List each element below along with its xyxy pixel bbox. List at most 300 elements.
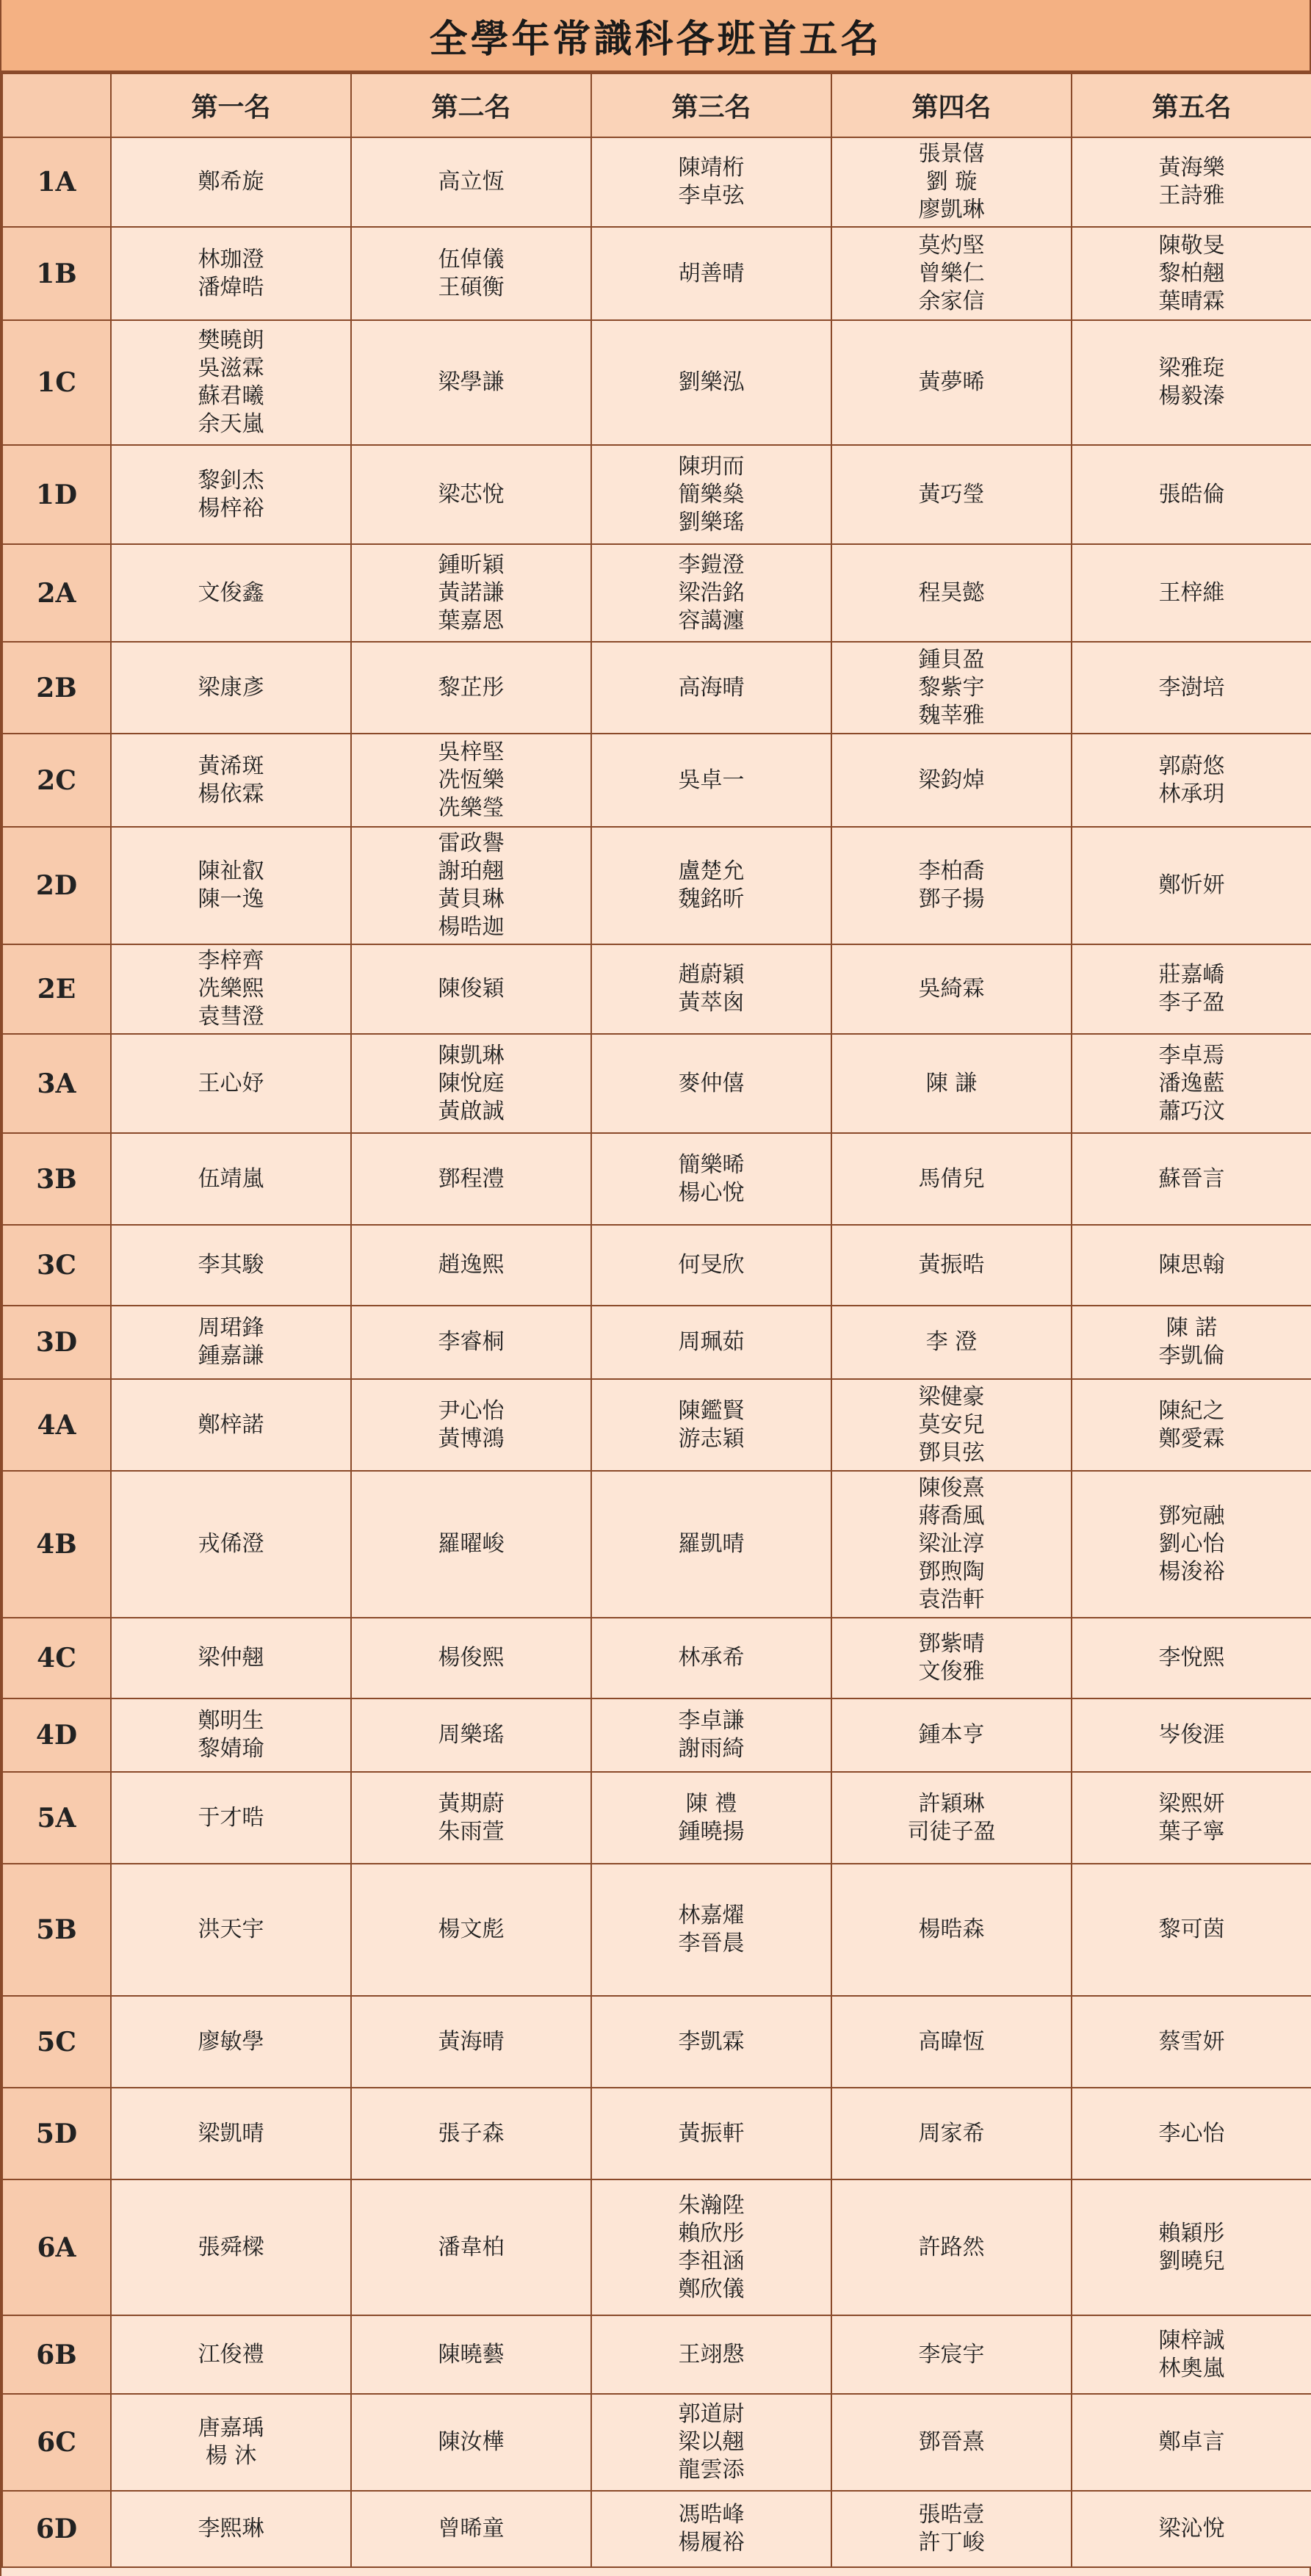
class-label: 3A [2,1034,111,1133]
student-name: 陳凱琳 [438,1042,505,1068]
rank-5-cell [1072,1698,1311,1772]
rank-1-cell [111,1471,351,1618]
student-name: 黎柏翹 [1158,260,1225,286]
table-row [2,137,1311,227]
student-name: 李宸宇 [918,2341,985,2367]
student-name: 洪天宇 [198,1917,264,1942]
rank-5-cell [1072,1225,1311,1306]
table-row [2,1772,1311,1864]
student-name: 黃夢晞 [918,369,985,395]
rank-5-cell [1072,2088,1311,2179]
student-name: 盧楚允 [678,858,745,884]
class-label: 1C [2,320,111,445]
student-name: 陳祉叡 [198,858,264,884]
rank-3-cell [591,1306,831,1379]
student-name: 梁學謙 [438,369,505,395]
student-name: 伍倬儀 [438,246,505,272]
student-name: 李卓弦 [678,183,745,209]
student-name: 鍾昕穎 [438,551,505,578]
student-name: 賴穎彤 [1158,2220,1225,2246]
student-name: 魏銘昕 [678,886,745,912]
student-name: 劉樂瑤 [678,509,745,535]
rank-4-cell [831,827,1072,944]
table-row [2,1996,1311,2088]
class-label: 6D [2,2491,111,2567]
rank-4-cell [831,1225,1072,1306]
student-name: 鄧宛融 [1158,1503,1225,1529]
rank-2-cell [351,1864,591,1996]
student-name: 楊履裕 [678,2530,745,2555]
rank-4-cell [831,944,1072,1034]
student-name: 陳靖桁 [678,155,745,181]
student-name: 劉心怡 [1158,1531,1225,1557]
student-name: 唐嘉瑀 [198,2415,264,2441]
student-name: 李悅熙 [1158,1645,1225,1671]
student-name: 江俊禮 [198,2341,264,2367]
student-name: 陳玥而 [678,453,745,480]
rank-2-cell [351,1034,591,1133]
student-name: 周家希 [918,2120,985,2146]
rank-3-cell [591,2179,831,2315]
header-rank-1: 第一名 [111,73,351,137]
student-name: 黃諾謙 [438,579,505,606]
student-name: 謝雨綺 [678,1736,745,1762]
student-name: 戎俙澄 [198,1531,264,1557]
table-row [2,2315,1311,2394]
class-label: 1D [2,445,111,544]
rank-1-cell [111,544,351,642]
student-name: 郭蔚悠 [1158,753,1225,779]
student-name: 趙蔚穎 [678,962,745,988]
student-name: 楊文彪 [438,1917,505,1942]
rank-4-cell [831,1698,1072,1772]
rank-5-cell [1072,2491,1311,2567]
student-name: 余家信 [918,288,985,314]
rank-1-cell [111,2491,351,2567]
rank-1-cell [111,734,351,827]
student-name: 楊心悅 [678,1179,745,1206]
student-name: 許路然 [918,2234,985,2260]
rank-2-cell [351,320,591,445]
student-name: 伍靖嵐 [198,1165,264,1192]
student-name: 鄧程澧 [438,1165,505,1192]
student-name: 林珈澄 [198,246,264,272]
student-name: 梁仲翹 [198,1645,264,1671]
student-name: 龍雲添 [678,2457,745,2483]
student-name: 吳卓一 [678,767,745,793]
rank-3-cell [591,1772,831,1864]
rank-3-cell [591,1225,831,1306]
header-rank-5: 第五名 [1072,73,1311,137]
rank-5-cell [1072,544,1311,642]
student-name: 梁沚淳 [918,1531,985,1557]
rank-5-cell [1072,2179,1311,2315]
student-name: 蕭巧汶 [1158,1098,1225,1124]
student-name: 黃巧瑩 [918,481,985,507]
rank-5-cell [1072,827,1311,944]
student-name: 林嘉燿 [678,1903,745,1928]
rank-1-cell [111,1864,351,1996]
table-row [2,2394,1311,2491]
student-name: 袁彗澄 [198,1004,264,1030]
student-name: 黃貝琳 [438,886,505,912]
student-name: 楊俊熙 [438,1645,505,1671]
student-name: 潘逸藍 [1158,1070,1225,1096]
student-name: 黎紫宇 [918,674,985,701]
rank-3-cell [591,1471,831,1618]
student-name: 張舜樑 [198,2234,264,2260]
student-name: 鄧貝弦 [918,1439,985,1466]
rank-5-cell [1072,1772,1311,1864]
student-name: 簡樂燊 [678,481,745,507]
student-name: 王碩衡 [438,274,505,300]
rank-5-cell [1072,1471,1311,1618]
table-row [2,827,1311,944]
rank-3-cell [591,544,831,642]
class-label: 2D [2,827,111,944]
student-name: 王翊慇 [678,2341,745,2367]
student-name: 馬倩兒 [918,1165,985,1192]
student-name: 王梓維 [1158,579,1225,606]
rank-1-cell [111,944,351,1034]
rank-3-cell [591,2315,831,2394]
student-name: 周樂瑤 [438,1722,505,1748]
student-name: 文俊雅 [918,1659,985,1685]
class-label: 3C [2,1225,111,1306]
rank-2-cell [351,544,591,642]
student-name: 黎釗杰 [198,467,264,493]
rank-4-cell [831,1618,1072,1698]
student-name: 鄧紫晴 [918,1631,985,1657]
student-name: 李凱霖 [678,2028,745,2055]
student-name: 李晉晨 [678,1931,745,1956]
header-corner [2,73,111,137]
sheet-title: 全學年常識科各班首五名 [1,0,1310,73]
rank-3-cell [591,2394,831,2491]
rank-4-cell [831,2179,1072,2315]
student-name: 王詩雅 [1158,183,1225,209]
rank-2-cell [351,1306,591,1379]
class-label: 2B [2,642,111,734]
rank-4-cell [831,137,1072,227]
rank-3-cell [591,1034,831,1133]
class-label: 5A [2,1772,111,1864]
rank-4-cell [831,1471,1072,1618]
student-name: 許丁峻 [918,2530,985,2555]
table-row [2,1618,1311,1698]
student-name: 劉樂泓 [678,369,745,395]
student-name: 王心妤 [198,1070,264,1096]
student-name: 黃振軒 [678,2120,745,2146]
student-name: 許穎琳 [918,1790,985,1817]
student-name: 莫灼堅 [918,232,985,258]
student-name: 梁芯悅 [438,481,505,507]
class-label: 2C [2,734,111,827]
rank-1-cell [111,1996,351,2088]
rank-2-cell [351,1471,591,1618]
student-name: 鍾曉揚 [678,1818,745,1845]
student-name: 鍾嘉謙 [198,1343,264,1369]
rank-4-cell [831,1306,1072,1379]
student-name: 朱瀚陞 [678,2192,745,2218]
rank-3-cell [591,1618,831,1698]
student-name: 陳俊穎 [438,976,505,1002]
rank-2-cell [351,1379,591,1471]
student-name: 黃萃囪 [678,990,745,1016]
student-name: 陳俊熹 [918,1475,985,1501]
student-name: 陳一逸 [198,886,264,912]
student-name: 李澍培 [1158,674,1225,701]
rank-3-cell [591,2088,831,2179]
rank-1-cell [111,1225,351,1306]
student-name: 莊嘉嶠 [1158,962,1225,988]
student-name: 陳 謙 [925,1070,978,1096]
rank-2-cell [351,734,591,827]
class-label: 4C [2,1618,111,1698]
student-name: 趙逸熙 [438,1252,505,1278]
student-name: 蔣喬風 [918,1503,985,1529]
student-name: 麥仲僖 [678,1070,745,1096]
student-name: 羅凱晴 [678,1531,745,1557]
student-name: 陳思翰 [1158,1252,1225,1278]
class-label: 3B [2,1133,111,1225]
student-name: 陳悅庭 [438,1070,505,1096]
student-name: 李子盈 [1158,990,1225,1016]
rank-2-cell [351,1698,591,1772]
student-name: 梁熙妍 [1158,1790,1225,1817]
student-name: 梁浩銘 [678,579,745,606]
rank-4-cell [831,734,1072,827]
rank-2-cell [351,2088,591,2179]
student-name: 曾晞童 [438,2516,505,2541]
table-row [2,445,1311,544]
rank-1-cell [111,445,351,544]
student-name: 蘇君曦 [198,383,264,409]
rank-5-cell [1072,1133,1311,1225]
table-row [2,734,1311,827]
student-name: 鄭明生 [198,1708,264,1734]
rank-1-cell [111,1772,351,1864]
class-label: 1B [2,227,111,320]
rank-3-cell [591,827,831,944]
table-row [2,2179,1311,2315]
class-label: 3D [2,1306,111,1379]
student-name: 梁凱晴 [198,2120,264,2146]
student-name: 黃浠斑 [198,753,264,779]
student-name: 樊曉朗 [198,328,264,353]
rank-3-cell [591,1133,831,1225]
rank-4-cell [831,320,1072,445]
student-name: 梁健豪 [918,1383,985,1410]
student-name: 魏莘雅 [918,702,985,728]
student-name: 鍾貝盈 [918,646,985,673]
student-name: 何旻欣 [678,1252,745,1278]
student-name: 廖敏學 [198,2028,264,2055]
student-name: 葉晴霖 [1158,288,1225,314]
class-label: 4D [2,1698,111,1772]
student-name: 李 澄 [925,1329,978,1355]
rank-1-cell [111,1379,351,1471]
table-row [2,2088,1311,2179]
student-name: 陳曉藝 [438,2341,505,2367]
student-name: 楊晧迦 [438,914,505,940]
student-name: 李梓齊 [198,948,264,974]
class-label: 1A [2,137,111,227]
student-name: 于才晧 [198,1804,264,1831]
rank-2-cell [351,2394,591,2491]
header-rank-4: 第四名 [831,73,1072,137]
student-name: 鄭希旋 [198,169,264,195]
rank-1-cell [111,2315,351,2394]
student-name: 林承希 [678,1645,745,1671]
rank-3-cell [591,734,831,827]
student-name: 高暐恆 [918,2028,985,2055]
student-name: 梁以翹 [678,2429,745,2455]
rank-2-cell [351,2491,591,2567]
rank-2-cell [351,642,591,734]
rank-5-cell [1072,445,1311,544]
student-name: 楊毅溱 [1158,383,1225,409]
student-name: 黃啟誠 [438,1098,505,1124]
class-label: 5D [2,2088,111,2179]
student-name: 李祖涵 [678,2248,745,2274]
table-row [2,1225,1311,1306]
student-name: 陳汝樺 [438,2429,505,2455]
rank-3-cell [591,445,831,544]
table-row [2,1698,1311,1772]
student-name: 李睿桐 [438,1329,505,1355]
rank-1-cell [111,2179,351,2315]
student-name: 羅曜峻 [438,1531,505,1557]
student-name: 莫安兒 [918,1411,985,1438]
rank-5-cell [1072,1864,1311,1996]
student-name: 黃振晧 [918,1252,985,1278]
student-name: 李心怡 [1158,2120,1225,2146]
student-name: 黎芷彤 [438,674,505,701]
student-name: 容譪瀍 [678,607,745,634]
student-name: 楊梓裕 [198,495,264,521]
rank-3-cell [591,320,831,445]
student-name: 朱雨萱 [438,1818,505,1845]
header-rank-3: 第三名 [591,73,831,137]
student-name: 鍾本亨 [918,1722,985,1748]
student-name: 蔡雪妍 [1158,2028,1225,2055]
student-name: 尹心怡 [438,1397,505,1424]
class-label: 5B [2,1864,111,1996]
class-label: 6B [2,2315,111,2394]
student-name: 蘇晉言 [1158,1165,1225,1192]
student-name: 劉曉兒 [1158,2248,1225,2274]
student-name: 張景僖 [918,141,985,167]
student-name: 司徒子盈 [907,1818,996,1845]
rank-5-cell [1072,227,1311,320]
rank-2-cell [351,137,591,227]
student-name: 楊 沐 [205,2443,257,2469]
student-name: 吳綺霖 [918,976,985,1002]
header-rank-2: 第二名 [351,73,591,137]
table-row [2,944,1311,1034]
rank-5-cell [1072,1618,1311,1698]
student-name: 林奧嵐 [1158,2355,1225,2381]
table-row [2,1864,1311,1996]
student-name: 葉子寧 [1158,1818,1225,1845]
rank-3-cell [591,1864,831,1996]
student-name: 梁鈞焯 [918,767,985,793]
student-name: 周珺鋒 [198,1315,264,1341]
rank-3-cell [591,137,831,227]
rank-2-cell [351,1772,591,1864]
header-row [2,73,1311,137]
table-row [2,1379,1311,1471]
rank-1-cell [111,320,351,445]
rank-1-cell [111,1618,351,1698]
student-name: 冼恆樂 [438,767,505,793]
rank-1-cell [111,1034,351,1133]
student-name: 黃海樂 [1158,155,1225,181]
rank-4-cell [831,1034,1072,1133]
student-name: 岑俊涯 [1158,1722,1225,1748]
rank-5-cell [1072,1996,1311,2088]
table-row [2,1133,1311,1225]
student-name: 鄭欣儀 [678,2276,745,2302]
rank-2-cell [351,2179,591,2315]
student-name: 陳鑑賢 [678,1397,745,1424]
rank-5-cell [1072,1379,1311,1471]
student-name: 謝珀翹 [438,858,505,884]
student-name: 鄭卓言 [1158,2429,1225,2455]
rank-1-cell [111,137,351,227]
student-name: 吳滋霖 [198,355,264,381]
rank-5-cell [1072,320,1311,445]
student-name: 李凱倫 [1158,1343,1225,1369]
rank-1-cell [111,1133,351,1225]
rank-5-cell [1072,137,1311,227]
student-name: 周珮茹 [678,1329,745,1355]
student-name: 楊浚裕 [1158,1559,1225,1585]
student-name: 黃博鴻 [438,1425,505,1452]
student-name: 李其駿 [198,1252,264,1278]
rank-3-cell [591,1996,831,2088]
student-name: 李柏喬 [918,858,985,884]
student-name: 冼樂熙 [198,976,264,1002]
student-name: 鄭愛霖 [1158,1425,1225,1452]
student-name: 梁康彥 [198,674,264,701]
rank-1-cell [111,227,351,320]
rank-2-cell [351,1996,591,2088]
table-row [2,1306,1311,1379]
rank-5-cell [1072,2394,1311,2491]
student-name: 陳梓誠 [1158,2327,1225,2354]
student-name: 林承玥 [1158,781,1225,807]
student-name: 楊依霖 [198,781,264,807]
rank-4-cell [831,1996,1072,2088]
student-name: 冼樂瑩 [438,795,505,821]
rank-1-cell [111,642,351,734]
student-name: 葉嘉恩 [438,607,505,634]
student-name: 袁浩軒 [918,1587,985,1613]
rank-4-cell [831,227,1072,320]
student-name: 黃期蔚 [438,1790,505,1817]
rank-4-cell [831,642,1072,734]
student-name: 陳紀之 [1158,1397,1225,1424]
student-name: 馮晧峰 [678,2502,745,2528]
student-name: 雷政譽 [438,831,505,856]
rank-4-cell [831,2088,1072,2179]
rank-4-cell [831,1772,1072,1864]
rank-3-cell [591,227,831,320]
rank-5-cell [1072,2315,1311,2394]
table-row [2,544,1311,642]
